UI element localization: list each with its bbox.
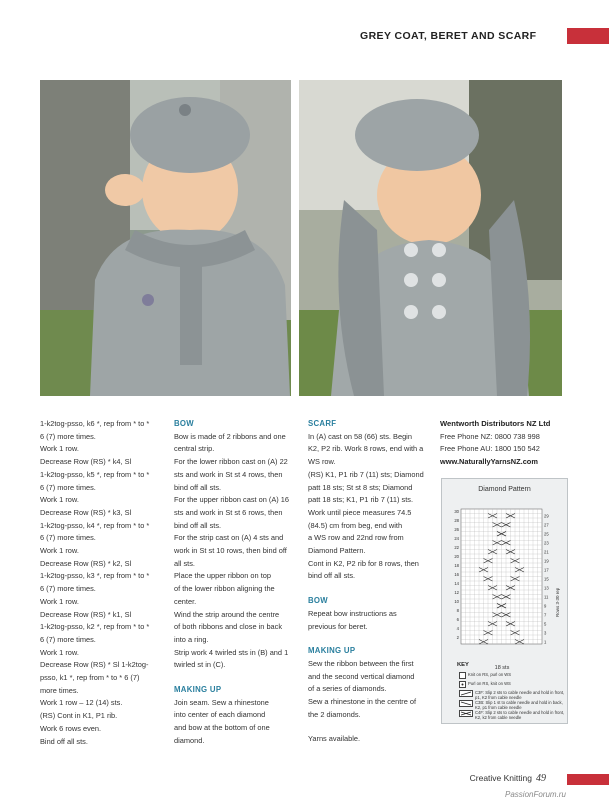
instruction-line: Work 1 row. — [40, 495, 79, 505]
instruction-line: the 2 diamonds. — [308, 709, 361, 719]
chart-width-label: 18 sts — [494, 665, 510, 671]
instruction-line: Repeat bow instructions as — [308, 608, 397, 618]
instruction-line: For the lower ribbon cast on (A) 22 — [174, 457, 288, 467]
row-number-right: 13 — [544, 585, 549, 591]
section-heading-scarf: SCARF — [308, 419, 337, 428]
yarns-note: Yarns available. — [308, 734, 361, 744]
row-number-left: 24 — [454, 536, 459, 541]
row-number-right: 15 — [544, 576, 549, 582]
instruction-line: 1-k2tog-psso, k4 *, rep from * to * — [40, 520, 150, 530]
instruction-line: WS row. — [308, 457, 336, 467]
key-item-text: C3B: Slip 1 st to cable needle and hold in back, K2, p1 from cable needle — [475, 700, 563, 710]
empty-square-icon — [459, 672, 466, 679]
instruction-line: sts and work in St st 4 rows, then — [174, 469, 283, 479]
instruction-line: into center of each diamond — [174, 710, 266, 720]
row-number-left: 14 — [454, 581, 459, 586]
instruction-line: into a ring. — [174, 634, 209, 644]
instruction-line: Join seam. Sew a rhinestone — [174, 697, 269, 707]
instruction-line: Work 6 rows even. — [40, 723, 102, 733]
instruction-line: Work 1 row – 12 (14) sts. — [40, 698, 123, 708]
instruction-line: Decrease Row (RS) * k3, Sl — [40, 507, 132, 517]
instruction-line: psso, k1 *, rep from * to * 6 (7) — [40, 673, 140, 683]
instruction-line: Bow is made of 2 ribbons and one — [174, 431, 286, 441]
row-number-left: 16 — [454, 572, 459, 577]
row-number-right: 29 — [544, 513, 549, 519]
instruction-line: Place the upper ribbon on top — [174, 571, 271, 581]
instruction-line: Work until piece measures 74.5 — [308, 507, 412, 517]
instruction-line: all sts. — [174, 558, 195, 568]
section-heading-bow: BOW — [174, 419, 194, 428]
distributor-info — [440, 418, 575, 469]
cable-left-icon — [459, 690, 473, 697]
instruction-line: Sew a rhinestone in the centre of — [308, 697, 417, 707]
distributor-name: Wentworth Distributors NZ Ltd — [440, 419, 551, 428]
key-title: KEY — [457, 662, 469, 668]
photo-child-left — [40, 80, 291, 396]
instruction-line: Work 1 row. — [40, 647, 79, 657]
page-number: 49 — [536, 773, 546, 784]
row-number-right: 17 — [544, 567, 549, 573]
instruction-line: K2, P2 rib. Work 8 rows, end with a — [308, 444, 424, 454]
instruction-line: In (A) cast on 58 (66) sts. Begin — [308, 431, 412, 441]
cable-cross-icon — [459, 710, 473, 717]
instruction-line: (RS) K1, P1 rib 7 (11) sts; Diamond — [308, 469, 424, 479]
instruction-line: Work 1 row. — [40, 596, 79, 606]
instruction-line: 1-k2tog-psso, k5 *, rep from * to * — [40, 469, 150, 479]
instruction-line: twirled st in (C). — [174, 660, 226, 670]
chart-title: Diamond Pattern — [478, 486, 531, 493]
row-number-right: 25 — [544, 531, 549, 537]
text-column-1 — [40, 418, 165, 748]
instruction-line: bind off all sts. — [174, 482, 222, 492]
row-number-right: 19 — [544, 558, 549, 564]
instruction-line: previous for beret. — [308, 621, 368, 631]
instruction-line: 6 (7) more times. — [40, 584, 96, 594]
row-number-left: 18 — [454, 563, 459, 568]
website-link[interactable]: www.NaturallyYarnsNZ.com — [440, 457, 538, 467]
instruction-line: bind off all sts. — [174, 520, 222, 530]
instruction-line: and the second vertical diamond — [308, 671, 415, 681]
instruction-line: For the strip cast on (A) 4 sts and — [174, 533, 284, 543]
row-number-left: 10 — [454, 599, 459, 604]
row-number-left: 6 — [456, 617, 459, 622]
cable-right-icon — [459, 700, 473, 707]
instruction-line: 6 (7) more times. — [40, 634, 96, 644]
instruction-line: diamond. — [174, 735, 205, 745]
instruction-line: bind off all sts. — [308, 571, 356, 581]
instruction-line: 1-k2tog-psso, k3 *, rep from * to * — [40, 571, 150, 581]
instruction-line: Work 1 row. — [40, 546, 79, 556]
row-number-right: 3 — [544, 630, 547, 636]
instruction-line: Decrease Row (RS) * k4, Sl — [40, 457, 132, 467]
knitting-grid — [461, 509, 542, 644]
diamond-pattern-chart — [441, 478, 568, 724]
row-number-right: 9 — [544, 603, 547, 609]
key-item-text: Knit on RS, purl on WS — [468, 672, 512, 677]
instruction-line: work in St st 10 rows, then bind off — [174, 546, 287, 556]
instruction-line: more times. — [40, 685, 79, 695]
section-heading-making-up: MAKING UP — [308, 646, 356, 656]
section-heading-bow: BOW — [308, 596, 328, 606]
row-number-left: 8 — [456, 608, 459, 613]
instruction-line: central strip. — [174, 444, 215, 454]
section-spacer — [308, 583, 436, 595]
instruction-line: 6 (7) more times. — [40, 431, 96, 441]
instruction-line: 6 (7) more times. — [40, 482, 96, 492]
row-number-left: 4 — [456, 626, 459, 631]
instruction-line: of the lower ribbon aligning the — [174, 584, 275, 594]
instruction-line: For the upper ribbon cast on (A) 16 — [174, 495, 290, 505]
row-number-left: 30 — [454, 509, 459, 514]
footer-accent-bar — [567, 774, 609, 785]
chart-grid-svg — [442, 499, 567, 674]
row-number-right: 1 — [544, 639, 547, 645]
instruction-line: Sew the ribbon between the first — [308, 658, 414, 668]
row-number-right: 11 — [544, 594, 549, 600]
instruction-line: and bow at the bottom of one — [174, 723, 270, 733]
section-spacer — [174, 672, 299, 684]
instruction-line: a WS row and 22nd row from — [308, 533, 404, 543]
dot-square-icon — [459, 681, 466, 688]
section-spacer — [308, 633, 436, 645]
phone-nz: Free Phone NZ: 0800 738 998 — [440, 431, 540, 441]
instruction-line: of a series of diamonds. — [308, 684, 387, 694]
instruction-line: 6 (7) more times. — [40, 533, 96, 543]
header-accent-bar — [567, 28, 609, 44]
row-number-left: 2 — [456, 635, 459, 640]
instruction-line: (84.5) cm from beg, end with — [308, 520, 403, 530]
instruction-line: of both ribbons and close in back — [174, 622, 283, 632]
row-number-left: 12 — [454, 590, 459, 595]
instruction-line: Strip work 4 twirled sts in (B) and 1 — [174, 647, 289, 657]
instruction-line: patt 18 sts; K1, P1 rib 7 (11) sts. — [308, 495, 414, 505]
key-item-text: C4F: Slip 2 sts to cable needle and hold in front, K2, k2 from cable needle — [475, 710, 565, 720]
row-number-left: 28 — [454, 518, 459, 523]
row-number-left: 22 — [454, 545, 459, 550]
magazine-name: Creative Knitting — [469, 773, 532, 783]
instruction-line: Cont in K2, P2 rib for 8 rows, then — [308, 558, 419, 568]
row-number-right: 5 — [544, 621, 547, 627]
instruction-line: (RS) Cont in K1, P1 rib. — [40, 711, 118, 721]
instruction-line: sts and work in St st 6 rows, then — [174, 507, 283, 517]
photo-child-right — [299, 80, 562, 396]
phone-au: Free Phone AU: 1800 150 542 — [440, 444, 540, 454]
row-number-right: 21 — [544, 549, 549, 555]
page-footer — [470, 773, 546, 784]
row-number-left: 20 — [454, 554, 459, 559]
row-number-right: 23 — [544, 540, 549, 546]
text-column-3 — [308, 418, 436, 746]
instruction-line: Diamond Pattern. — [308, 546, 366, 556]
watermark: PassionForum.ru — [505, 790, 566, 799]
instruction-line: Wind the strip around the centre — [174, 609, 280, 619]
key-item-text: Purl on RS, knit on WS — [468, 681, 511, 686]
key-item-text: C3F: Slip 2 sts to cable needle and hold in front, p1, K2 from cable needle — [475, 690, 565, 700]
row-number-right: 7 — [544, 612, 547, 618]
article-title: GREY COAT, BERET AND SCARF — [360, 30, 537, 42]
instruction-line: Decrease Row (RS) * k2, Sl — [40, 558, 132, 568]
instruction-line: patt 18 sts; St st 8 sts; Diamond — [308, 482, 413, 492]
chart-side-label: Rows 3-30 rep — [555, 587, 560, 617]
instruction-line: 1-k2tog-psso, k6 *, rep from * to * — [40, 419, 150, 428]
instruction-line: center. — [174, 596, 197, 606]
row-number-left: 26 — [454, 527, 459, 532]
text-column-2 — [174, 418, 299, 748]
instruction-line: Decrease Row (RS) * Sl 1-k2tog- — [40, 660, 149, 670]
row-number-right: 27 — [544, 522, 549, 528]
instruction-line: Decrease Row (RS) * k1, Sl — [40, 609, 132, 619]
instruction-line: 1-k2tog-psso, k2 *, rep from * to * — [40, 622, 150, 632]
instruction-line: Bind off all sts. — [40, 736, 88, 746]
section-heading-making-up: MAKING UP — [174, 685, 222, 695]
instruction-line: Work 1 row. — [40, 444, 79, 454]
section-spacer — [308, 721, 436, 733]
